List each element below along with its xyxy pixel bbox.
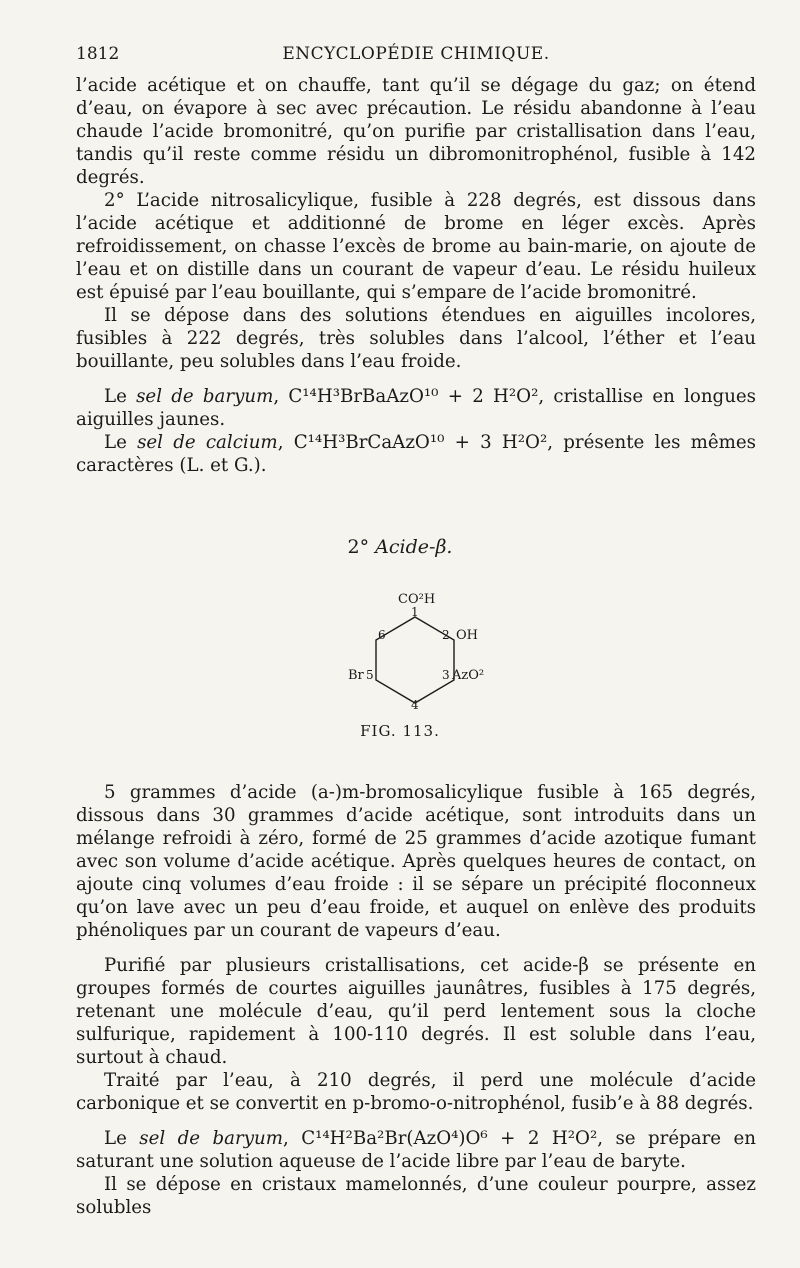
formula: C¹⁴H³BrBaAzO¹⁰ + 2 H²O² xyxy=(288,386,539,407)
hydroxyl-label: OH xyxy=(456,628,478,643)
paragraph: 2° L’acide nitrosalicylique, fusible à 228 degrés, est dissous dans l’acide acétique et additionné de brome en léger excès. Après refroidissement, on chasse l’excès de brome au bain-marie, on ajoute de l’eau et on distille dans un courant de vapeur d’eau. Le résidu huileux est épuisé par l’eau bouillante, qui s’empare de l’acide bromonitré. xyxy=(76,190,756,303)
position-label: 2 xyxy=(442,628,450,642)
figure-caption: FIG. 113. xyxy=(360,722,440,740)
bromine-label: Br xyxy=(348,668,364,683)
running-title: ENCYCLOPÉDIE CHIMIQUE. xyxy=(282,44,550,64)
barium-salt-paragraph: Le sel de baryum, C¹⁴H³BrBaAzO¹⁰ + 2 H²O², cristallise en longues aiguilles jaunes. xyxy=(76,386,757,430)
paragraph: 5 grammes d’acide (a-)m-bromosalicylique fusible à 165 degrés, dissous dans 30 grammes d’acide acétique, sont introduits dans un mélange refroidi à zéro, formé de 25 grammes d’acide azotique fumant avec son volume d’acide acétique. Après quelques heures de contact, on ajoute cinq volumes d’eau froide : il se sépare un précipité floconneux qu’on lave avec un peu d’eau froide, et auquel on enlève des produits phénoliques par un courant de vapeurs d’eau. xyxy=(76,782,756,941)
running-header xyxy=(76,44,756,70)
section-title: Acide-β. xyxy=(375,536,453,558)
salt-name: sel de baryum xyxy=(136,386,274,407)
salt-name: sel de baryum xyxy=(139,1128,283,1149)
paragraph: Il se dépose en cristaux mamelonnés, d’une couleur pourpre, assez solubles xyxy=(76,1174,756,1218)
paragraph: Traité par l’eau, à 210 degrés, il perd une molécule d’acide carbonique et se convertit en p-bromo-o-nitrophénol, fusib’e à 88 degrés. xyxy=(76,1070,756,1114)
position-label: 6 xyxy=(378,628,386,642)
position-label: 1 xyxy=(411,605,419,619)
barium-salt-paragraph: Le sel de baryum, C¹⁴H²Ba²Br(AzO⁴)O⁶ + 2 H²O², se prépare en saturant une solution aqueuse de l’acide libre par l’eau de baryte. xyxy=(76,1128,756,1172)
salt-name: sel de calcium xyxy=(137,432,278,453)
formula: C¹⁴H²Ba²Br(AzO⁴)O⁶ + 2 H²O² xyxy=(301,1128,598,1149)
paragraph: Purifié par plusieurs cristallisations, cet acide-β se présente en groupes formés de courtes aiguilles jaunâtres, fusibles à 175 degrés, retenant une molécule d’eau, qu’il perd lentement sous la cloche sulfurique, rapidement à 100-110 degrés. Il est soluble dans l’eau, surtout à chaud. xyxy=(76,955,756,1068)
carboxyl-label: CO²H xyxy=(398,592,436,607)
position-label: 3 xyxy=(442,668,450,682)
position-label: 4 xyxy=(411,698,419,710)
position-label: 5 xyxy=(366,668,374,682)
benzene-ring-figure xyxy=(330,585,500,710)
calcium-salt-paragraph: Le sel de calcium, C¹⁴H³BrCaAzO¹⁰ + 3 H²O², présente les mêmes caractères (L. et G.). xyxy=(76,432,756,476)
paragraph: l’acide acétique et on chauffe, tant qu’il se dégage du gaz; on étend d’eau, on évapore à sec avec précaution. Le résidu abandonne à l’eau chaude l’acide bromonitré, qu’on purifie par cristallisation dans l’eau, tandis qu’il reste comme résidu un dibromonitrophénol, fusible à 142 degrés. xyxy=(76,75,756,188)
top-text-block xyxy=(76,74,756,477)
section-heading: 2° Acide-β. xyxy=(347,536,453,558)
page-number: 1812 xyxy=(76,44,120,64)
bottom-text-block xyxy=(76,781,756,1219)
paragraph: Il se dépose dans des solutions étendues en aiguilles incolores, fusibles à 222 degrés, très solubles dans l’alcool, l’éther et l’eau bouillante, peu solubles dans l’eau froide. xyxy=(76,305,756,372)
nitro-label: AzO² xyxy=(452,668,485,683)
formula: C¹⁴H³BrCaAzO¹⁰ + 3 H²O² xyxy=(293,432,548,453)
